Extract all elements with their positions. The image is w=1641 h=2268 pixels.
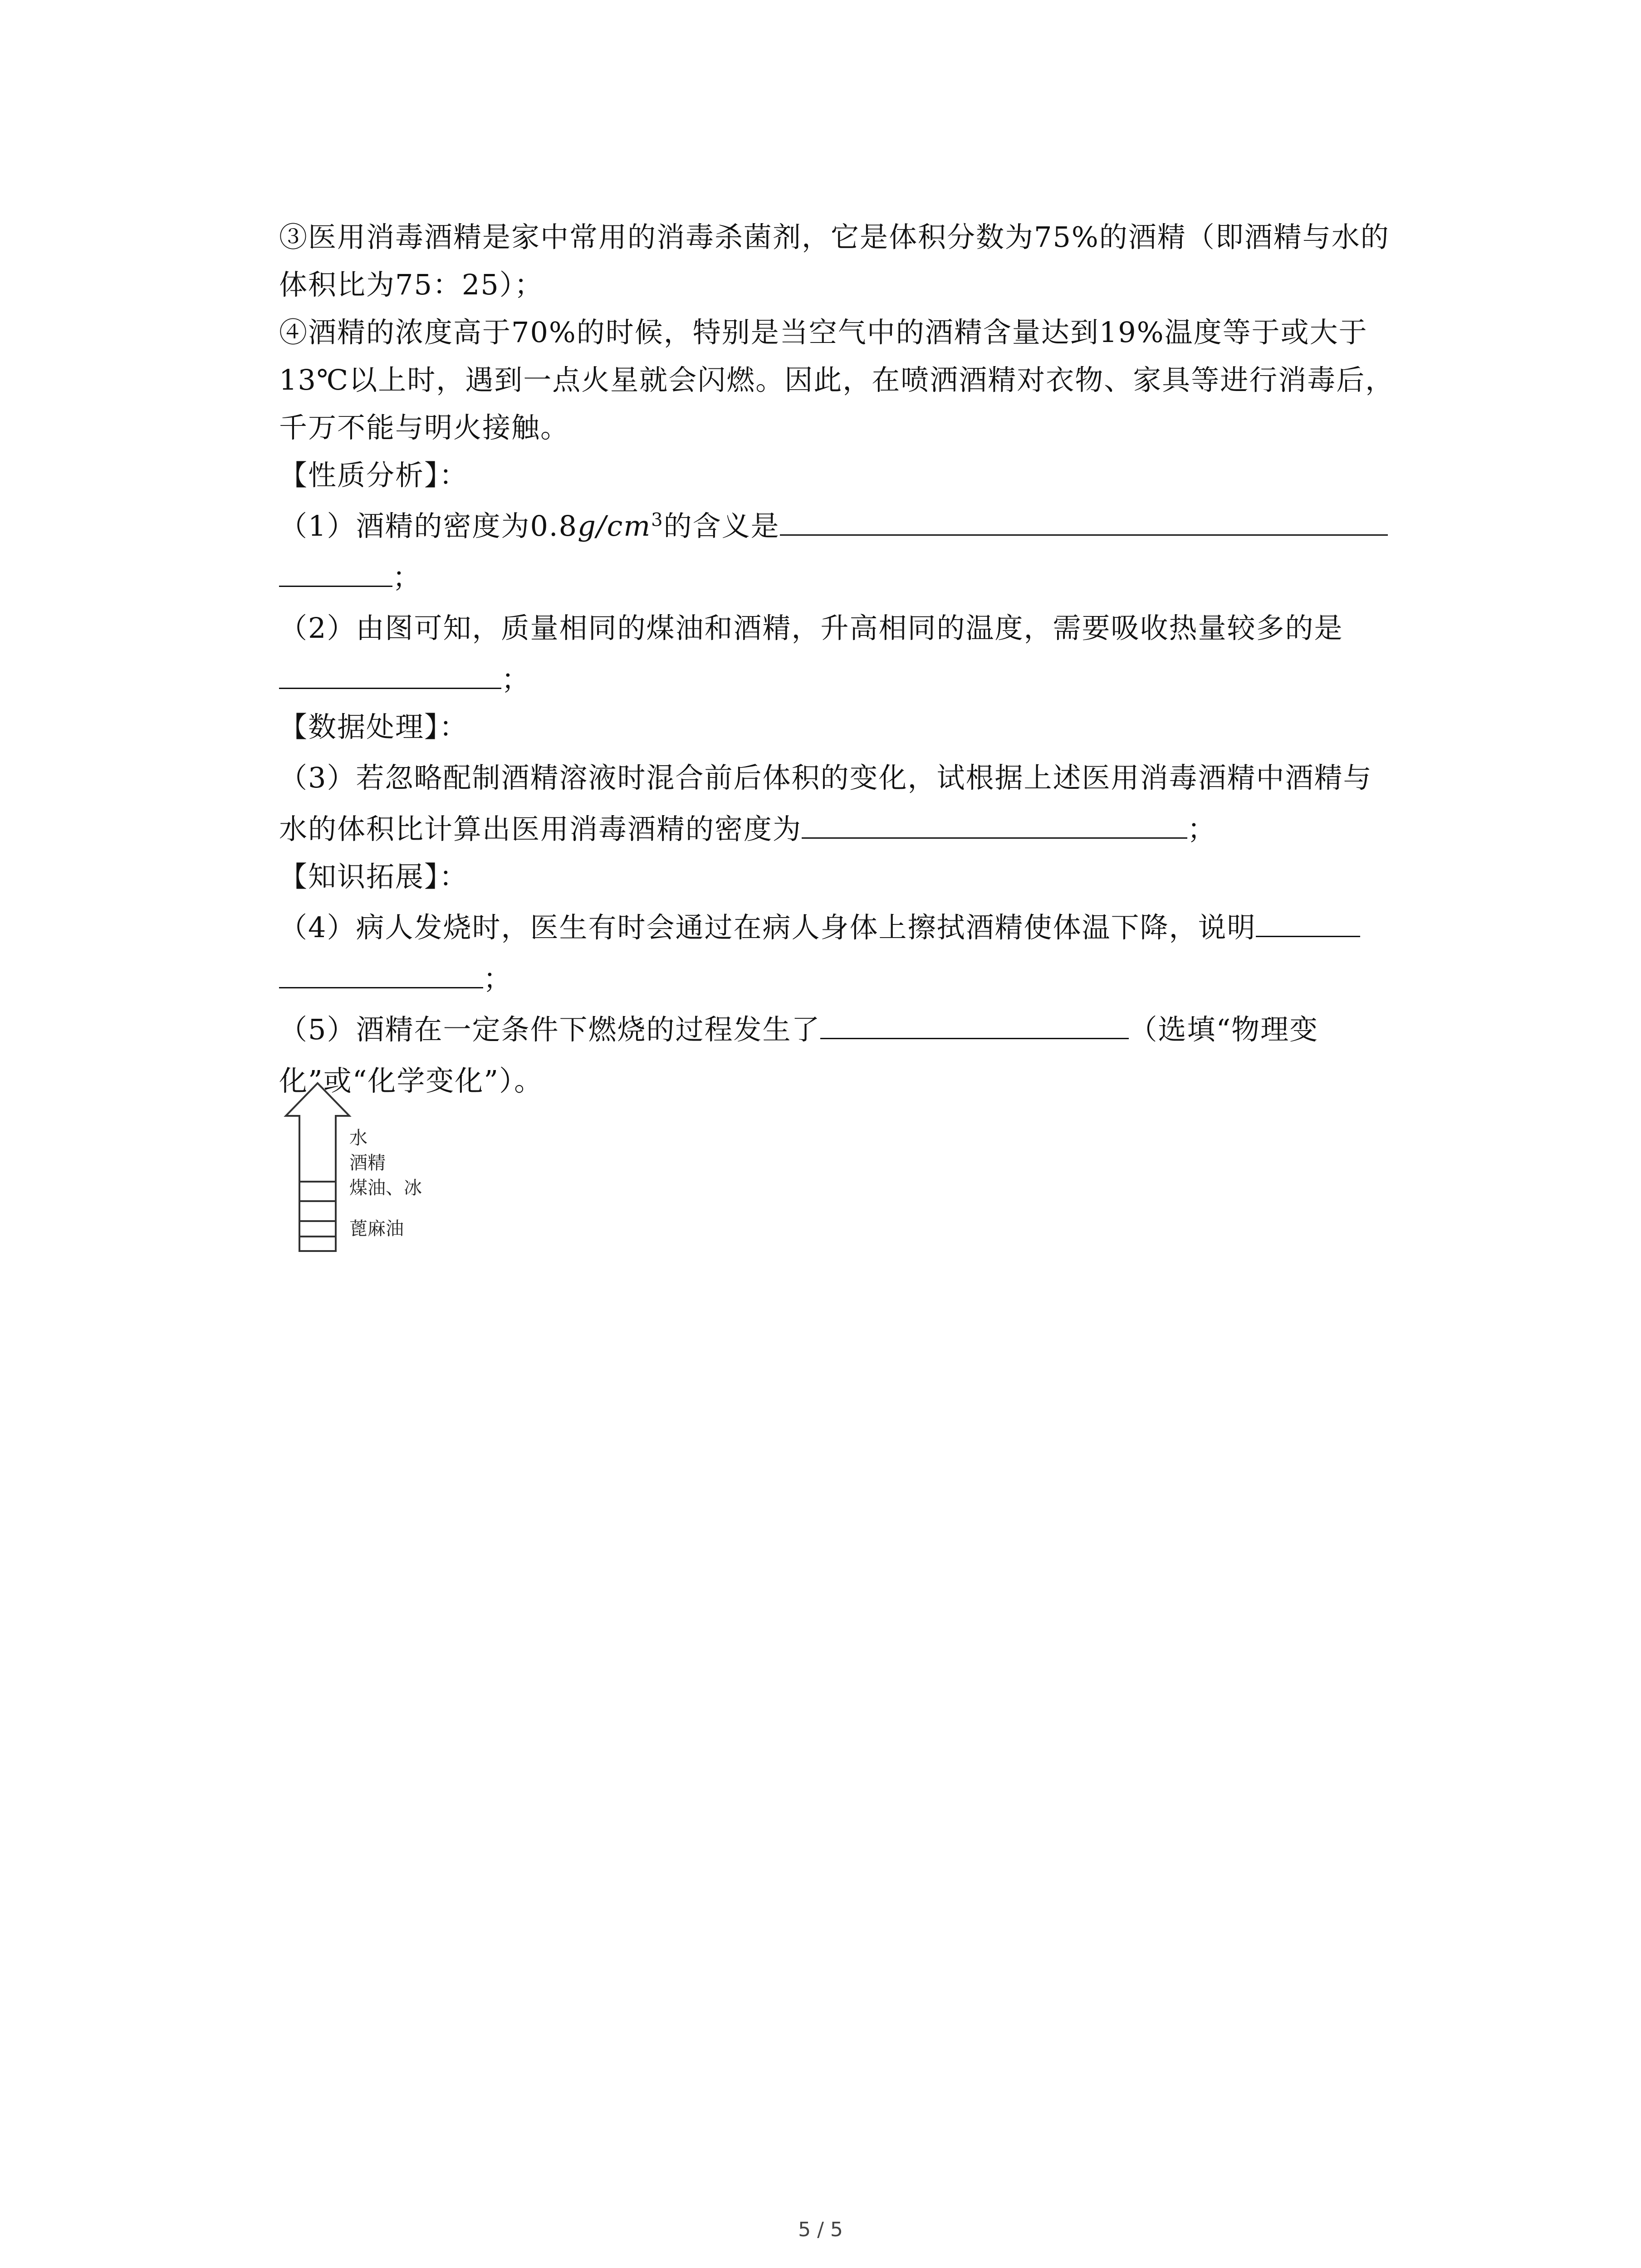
paragraph-3-line-1: ③医用消毒酒精是家中常用的消毒杀菌剂，它是体积分数为75%的酒精（即酒精与水的	[279, 220, 1390, 254]
label-kerosene-ice: 煤油、冰	[349, 1178, 422, 1198]
question-3-text: 水的体积比计算出医用消毒酒精的密度为	[279, 812, 802, 846]
question-3-line-2	[279, 805, 1440, 853]
question-5-line-1	[279, 1002, 1440, 1057]
answer-blank-1b[interactable]	[279, 557, 392, 587]
paragraph-4-line-3: 千万不能与明火接触。	[279, 411, 570, 444]
density-unit-exponent: 3	[651, 509, 664, 531]
question-1-suffix: 的含义是	[663, 509, 780, 543]
question-4-line-2	[279, 955, 1440, 1002]
paragraph-4-line-1: ④酒精的浓度高于70%的时候，特别是当空气中的酒精含量达到19%温度等于或大于	[279, 316, 1368, 349]
question-5-line-2: 化”或“化学变化”）。	[279, 1064, 544, 1097]
question-1-prefix: （1）酒精的密度为0.8	[279, 509, 578, 543]
question-1-line-1	[279, 499, 1440, 553]
question-5-text: （5）酒精在一定条件下燃烧的过程发生了	[279, 1013, 821, 1046]
question-1-line-2	[279, 553, 1440, 601]
density-unit: g/cm	[578, 509, 652, 543]
question-5-options: （选填“物理变	[1129, 1013, 1319, 1046]
answer-blank-5[interactable]	[820, 1010, 1129, 1039]
question-4-text: （4）病人发烧时，医生有时会通过在病人身体上擦拭酒精使体温下降，说明	[279, 911, 1256, 944]
arrow-column-diagram	[281, 1080, 354, 1252]
question-2-line-1: （2）由图可知，质量相同的煤油和酒精，升高相同的温度，需要吸收热量较多的是	[279, 611, 1343, 645]
question-text	[279, 213, 1440, 1105]
question-2-line-2	[279, 655, 1440, 703]
section-data-processing: 【数据处理】：	[279, 710, 469, 743]
label-water: 水	[349, 1128, 367, 1149]
label-castor-oil: 蓖麻油	[349, 1218, 404, 1239]
answer-blank-3[interactable]	[802, 809, 1187, 839]
paragraph-3-line-2: 体积比为75：25）；	[279, 268, 544, 301]
answer-blank-1a[interactable]	[780, 506, 1388, 536]
page-number: 5 / 5	[798, 2218, 843, 2241]
upward-arrow-outline	[286, 1083, 349, 1251]
question-1-end: ；	[392, 561, 422, 594]
density-column-figure	[281, 1080, 472, 1252]
label-alcohol: 酒精	[349, 1153, 386, 1173]
question-3-line-1: （3）若忽略配制酒精溶液时混合前后体积的变化，试根据上述医用消毒酒精中酒精与	[279, 761, 1372, 794]
answer-blank-4a[interactable]	[1256, 908, 1360, 937]
question-3-end: ；	[1187, 812, 1217, 846]
section-property-analysis: 【性质分析】：	[279, 459, 469, 492]
question-4-line-1	[279, 900, 1440, 955]
question-2-end: ；	[501, 663, 531, 696]
answer-blank-2[interactable]	[279, 660, 501, 689]
section-knowledge-extension: 【知识拓展】：	[279, 860, 469, 893]
paragraph-4-line-2: 13℃以上时，遇到一点火星就会闪燃。因此，在喷洒酒精对衣物、家具等进行消毒后，	[279, 363, 1395, 396]
answer-blank-4b[interactable]	[279, 959, 483, 988]
question-4-end: ；	[483, 962, 513, 995]
